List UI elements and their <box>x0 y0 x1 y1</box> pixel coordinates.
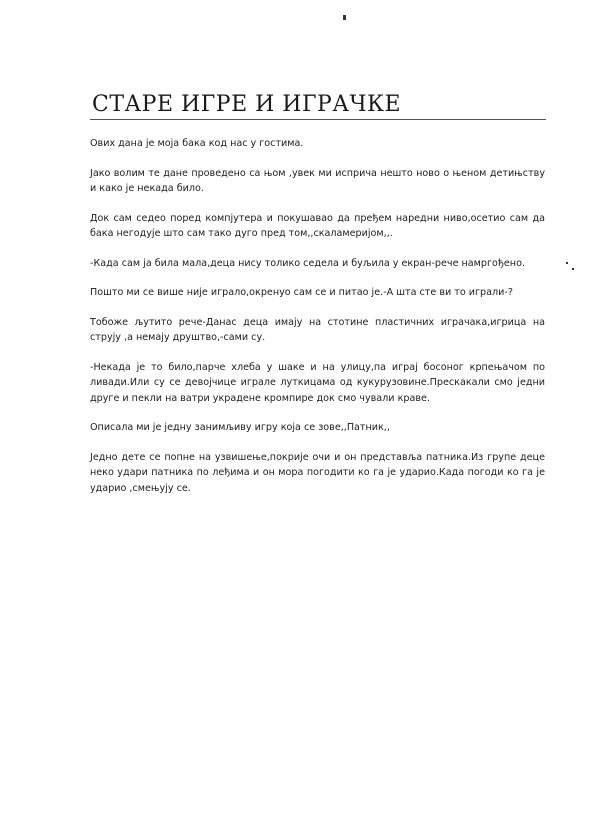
title-divider <box>90 119 546 120</box>
body-text <box>90 136 545 510</box>
paragraph: Једно дете се попне на узвишење,покрије очи и он представља патника.Из групе деце неко удари патника по леђима и он мора погодити ко га је ударио.Када погоди ко га је ударио ,смењују се. <box>90 451 545 494</box>
paragraph: Јако волим те дане проведено са њом ,увек ми исприча нешто ново о њеном детињству и како је некада било. <box>90 167 545 194</box>
scan-speck <box>343 15 346 20</box>
paragraph: -Некада је то било,парче хлеба у шаке и на улицу,па играј босоног крпењачом по ливади.Или су се девојчице играле луткицама од кукурузовине.Прескакали смо једни друге и пекли на ватри украдене кромпире док смо чували краве. <box>90 361 545 404</box>
paragraph: Пошто ми се више није играло,окренуо сам се и питао је.-А шта сте ви то играли-? <box>90 287 513 298</box>
paragraph: Тобоже љутито рече-Данас деца имају на стотине пластичних играчака,игрица на струју ,а немају друштво,-сами су. <box>90 316 545 343</box>
page-title: СТАРЕ ИГРЕ И ИГРАЧКЕ <box>92 92 402 117</box>
scan-speck <box>572 268 574 270</box>
paragraph: Ових дана је моја бака код нас у гостима. <box>90 138 304 149</box>
scan-speck <box>566 262 568 264</box>
paragraph: Док сам седео поред компјутера и покушавао да пређем наредни ниво,осетио сам да бака негодује што сам тако дуго пред том,,скаламеријом,,. <box>90 212 545 239</box>
paragraph: -Када сам ја била мала,деца нису толико седела и буљила у екран-рече намргођено. <box>90 257 526 269</box>
paragraph: Описала ми је једну занимљиву игру која се зове,,Патник,, <box>90 422 390 433</box>
